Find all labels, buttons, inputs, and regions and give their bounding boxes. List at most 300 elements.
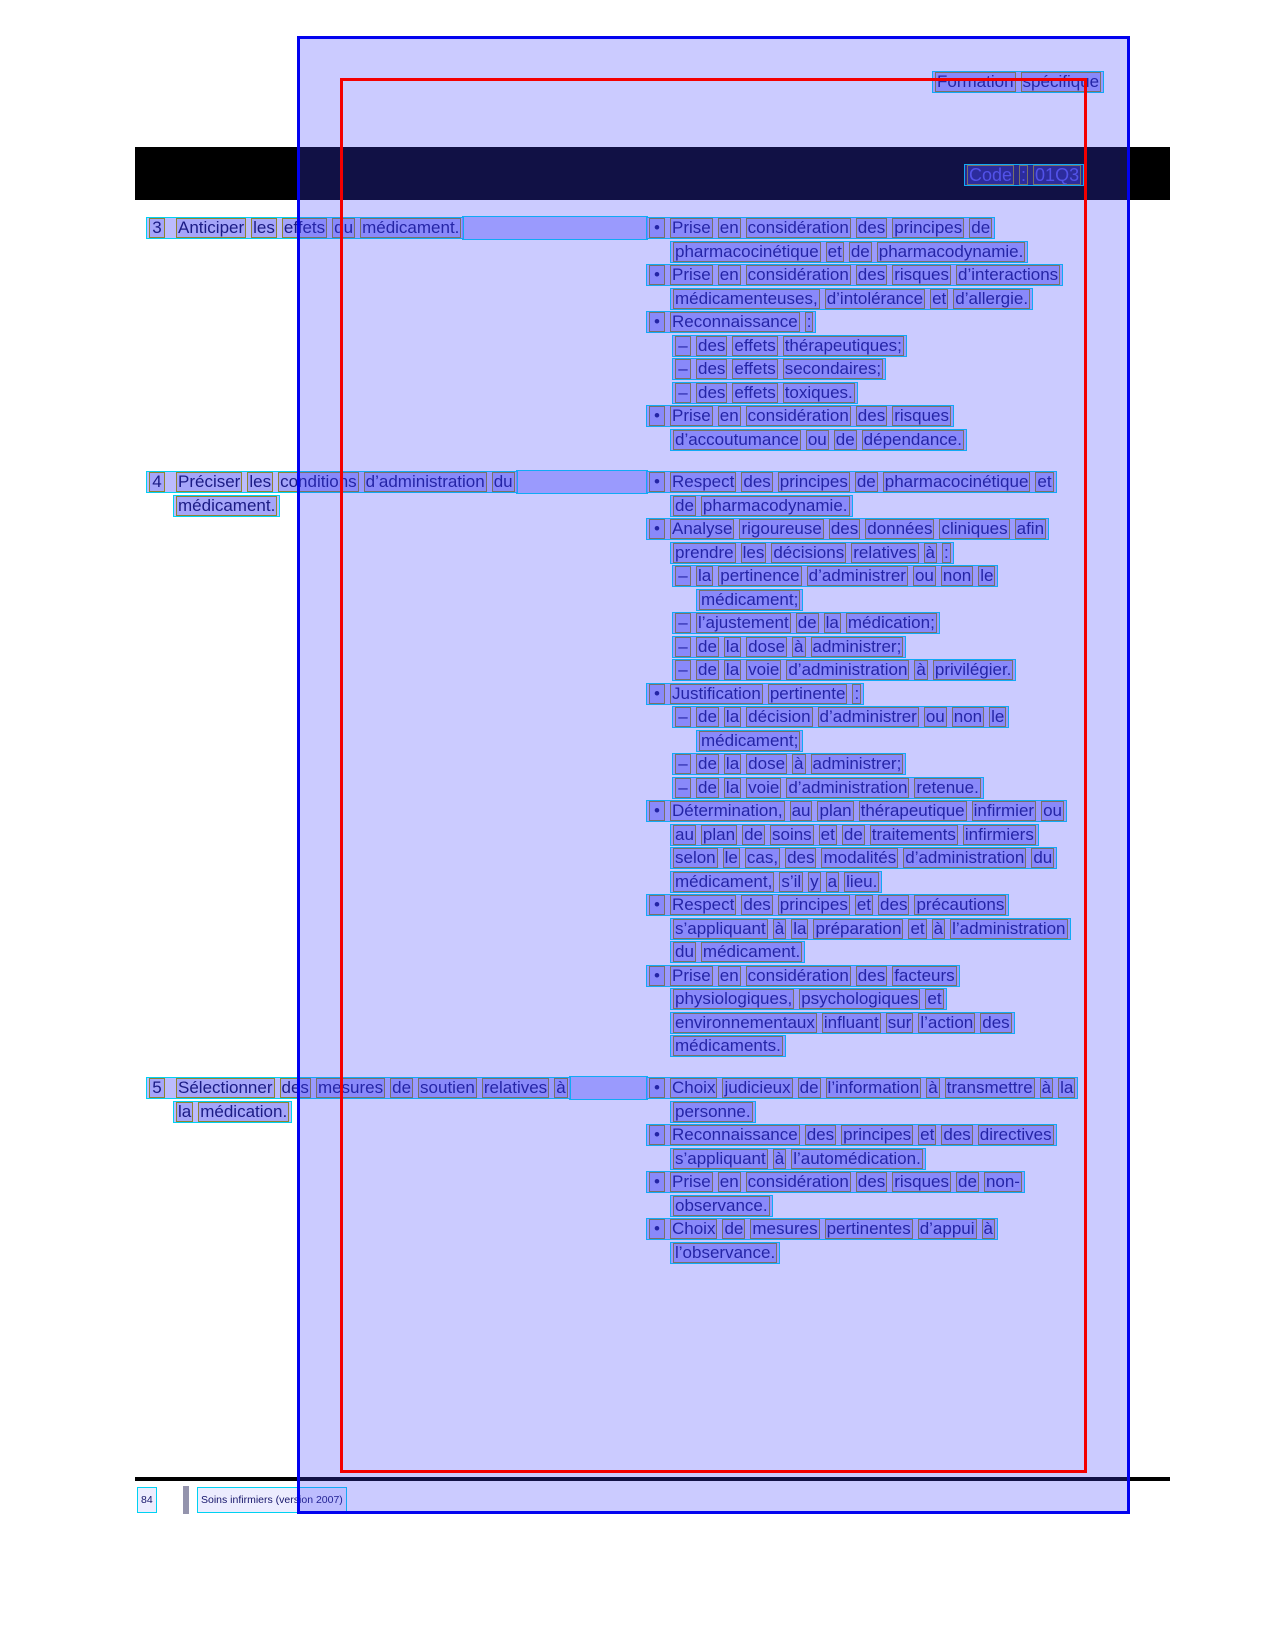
criterion-line: [670, 288, 1033, 310]
ocr-word: pharmacocinétique: [675, 241, 819, 261]
ocr-word: à: [933, 918, 944, 938]
ocr-word: cliniques: [941, 519, 1008, 538]
ocr-word: d’interactions: [958, 265, 1059, 284]
criterion-line: [670, 1035, 786, 1057]
ocr-word: la: [725, 660, 740, 679]
footer-rule: [135, 1477, 1170, 1481]
criterion-line: [672, 659, 1016, 681]
ocr-word: des: [830, 519, 859, 538]
criterion-line: [670, 1195, 773, 1217]
ocr-word: et: [920, 1125, 935, 1144]
ocr-word: infirmiers: [964, 824, 1034, 844]
bullet-icon: •: [649, 895, 665, 915]
ocr-word: retenue.: [916, 777, 979, 797]
ocr-word: des: [857, 1172, 886, 1191]
ocr-word: sur: [887, 1012, 912, 1032]
ocr-word: non-: [985, 1172, 1020, 1191]
criterion-line: [672, 706, 1009, 728]
ocr-word: de: [835, 429, 855, 449]
ocr-word: à: [774, 1148, 785, 1168]
ocr-word: le: [991, 707, 1005, 726]
ocr-word: spécifique: [1022, 72, 1100, 91]
ocr-word: la: [178, 1101, 192, 1121]
ocr-word: Code: [969, 165, 1013, 185]
ocr-word: considération: [747, 406, 849, 425]
page-number: [137, 1487, 157, 1513]
ocr-row-band: [569, 1076, 648, 1100]
ocr-word: Prise: [672, 1172, 711, 1191]
ocr-word: plan: [702, 824, 736, 844]
ocr-word: considération: [747, 965, 849, 985]
ocr-word: données: [867, 519, 933, 538]
ocr-row-band: [462, 216, 648, 240]
dash-icon: –: [675, 778, 691, 798]
ocr-word: d’appui: [919, 1219, 975, 1238]
ocr-word: d’administration: [905, 848, 1025, 867]
ocr-word: :: [1021, 165, 1027, 185]
bullet-icon: •: [649, 801, 665, 821]
ocr-word: pharmacodynamie.: [702, 495, 848, 515]
criterion-line: [646, 1077, 1078, 1099]
ocr-word: rigoureuse: [741, 519, 822, 538]
criterion-line: [672, 358, 886, 380]
ocr-word: la: [698, 566, 712, 585]
ocr-word: l’automédication.: [793, 1148, 921, 1168]
dash-icon: –: [675, 637, 691, 657]
ocr-word: préparation: [815, 918, 902, 938]
ocr-word: à: [928, 1078, 938, 1097]
ocr-word: en: [719, 406, 739, 425]
ocr-word: des: [857, 218, 886, 237]
criterion-line: [646, 405, 954, 427]
ocr-word: médicament.: [178, 495, 276, 515]
ocr-word: cas,: [746, 848, 779, 867]
ocr-word: s’appliquant: [675, 1148, 766, 1168]
dash-icon: –: [675, 754, 691, 774]
ocr-word: de: [971, 218, 991, 237]
ocr-word: médicament;: [701, 589, 799, 609]
ocr-word: des: [743, 895, 771, 914]
ocr-word: Justification: [672, 683, 761, 703]
ocr-word: la: [725, 754, 740, 773]
ocr-word: effets: [734, 382, 776, 402]
criterion-line: [670, 429, 967, 451]
ocr-word: l’ajustement: [698, 613, 789, 632]
ocr-word: du: [675, 942, 694, 961]
ocr-word: thérapeutiques;: [784, 335, 902, 355]
ocr-word: médicament,: [675, 871, 773, 891]
bullet-icon: •: [649, 966, 665, 986]
ocr-word: de: [675, 495, 694, 515]
ocr-word: Prise: [672, 406, 711, 425]
element-title-line: [173, 1101, 292, 1123]
criterion-line: [646, 965, 960, 987]
ocr-word: les: [742, 542, 765, 562]
ocr-word: de: [850, 241, 870, 261]
ocr-word: Formation: [937, 72, 1014, 91]
ocr-word: Détermination,: [672, 801, 783, 820]
code-label: [964, 164, 1084, 186]
ocr-word: transmettre: [946, 1078, 1033, 1097]
ocr-word: dépendance.: [863, 429, 962, 449]
criterion-line: [670, 241, 1028, 263]
ocr-word: judicieux: [724, 1078, 791, 1097]
ocr-word: afin: [1016, 519, 1045, 538]
ocr-word: de: [698, 636, 717, 656]
ocr-word: voie: [748, 777, 780, 797]
ocr-word: principes: [894, 218, 963, 237]
ocr-word: l’observance.: [675, 1242, 776, 1262]
page-number-text: 84: [141, 1494, 153, 1506]
ocr-word: et: [1037, 472, 1052, 491]
ocr-word: des: [698, 335, 726, 355]
ocr-word: influant: [823, 1012, 879, 1032]
ocr-word: soutien: [420, 1078, 475, 1097]
ocr-word: du: [334, 218, 354, 237]
criterion-line: [672, 335, 907, 357]
bullet-icon: •: [649, 1125, 665, 1145]
ocr-word: des: [787, 848, 815, 867]
ocr-word: à: [774, 918, 785, 938]
dash-icon: –: [675, 336, 691, 356]
criterion-line: [646, 894, 1009, 916]
ocr-word: de: [698, 754, 717, 773]
ocr-word: :: [944, 542, 949, 562]
ocr-word: de: [698, 777, 717, 797]
ocr-word: pertinente: [769, 683, 846, 703]
criterion-line: [672, 612, 940, 634]
criterion-line: [646, 1124, 1057, 1146]
ocr-word: Respect: [672, 472, 735, 491]
ocr-word: des: [281, 1078, 309, 1097]
criterion-line: [670, 941, 805, 963]
ocr-word: psychologiques: [801, 989, 919, 1008]
ocr-word: conditions: [280, 472, 357, 491]
ocr-word: effets: [283, 218, 326, 237]
ocr-word: pharmacodynamie.: [878, 241, 1024, 261]
ocr-word: médicamenteuses,: [675, 288, 818, 308]
ocr-word: :: [854, 683, 860, 703]
ocr-word: en: [719, 265, 739, 284]
ocr-word: :: [806, 312, 812, 331]
ocr-word: à: [925, 542, 935, 562]
ocr-word: Prise: [672, 218, 711, 237]
ocr-word: Choix: [672, 1078, 716, 1097]
criterion-line: [646, 800, 1067, 822]
ocr-word: au: [675, 824, 694, 844]
ocr-word: pertinentes: [826, 1219, 911, 1238]
ocr-word: et: [910, 918, 925, 938]
ocr-word: l’action: [920, 1012, 974, 1032]
ocr-word: risques: [894, 406, 950, 425]
bullet-icon: •: [649, 472, 665, 492]
ocr-word: les: [249, 472, 272, 491]
ocr-word: non: [953, 707, 983, 726]
ocr-word: d’allergie.: [955, 288, 1029, 308]
ocr-word: du: [1033, 848, 1053, 867]
ocr-word: plan: [819, 801, 852, 820]
ocr-word: à: [983, 1219, 993, 1238]
ocr-word: soins: [771, 824, 812, 844]
ocr-word: principes: [779, 895, 848, 914]
ocr-word: risques: [894, 1172, 950, 1191]
ocr-word: en: [719, 218, 739, 237]
bullet-icon: •: [649, 312, 665, 332]
ocr-word: l’information: [827, 1078, 920, 1097]
ocr-word: principes: [779, 472, 848, 491]
ocr-word: médication.: [200, 1101, 288, 1121]
ocr-word: facteurs: [894, 965, 955, 985]
ocr-word: toxiques.: [784, 382, 853, 402]
criterion-line: [670, 1242, 780, 1264]
ocr-word: Reconnaissance: [672, 312, 798, 331]
dash-icon: –: [675, 566, 691, 586]
criterion-line: [696, 589, 803, 611]
criterion-line: [646, 471, 1057, 493]
ocr-word: considération: [747, 265, 849, 284]
ocr-word: la: [1060, 1078, 1074, 1097]
dash-icon: –: [675, 660, 691, 680]
element-title-line: [146, 217, 464, 239]
element-number: 5: [149, 1078, 165, 1098]
ocr-word: relatives: [483, 1078, 548, 1097]
ocr-word: principes: [843, 1125, 912, 1144]
ocr-word: considération: [747, 218, 849, 237]
ocr-word: directives: [979, 1125, 1052, 1144]
element-number: 3: [149, 218, 165, 238]
ocr-word: à: [556, 1078, 566, 1097]
ocr-word: des: [943, 1125, 971, 1144]
ocr-word: prendre: [675, 542, 734, 562]
bullet-icon: •: [649, 1219, 665, 1239]
ocr-word: traitements: [871, 824, 956, 844]
ocr-word: infirmier: [973, 801, 1035, 820]
ocr-word: à: [794, 636, 804, 656]
ocr-word: la: [725, 777, 740, 797]
ocr-word: privilégier.: [934, 660, 1012, 679]
criterion-line: [646, 683, 864, 705]
criterion-line: [672, 636, 906, 658]
ocr-word: thérapeutique: [860, 801, 965, 820]
ocr-word: d’administration: [788, 777, 908, 797]
ocr-word: et: [827, 241, 842, 261]
criterion-line: [670, 542, 954, 564]
dash-icon: –: [675, 383, 691, 403]
dash-icon: –: [675, 613, 691, 633]
criterion-line: [670, 918, 1071, 940]
criterion-line: [670, 1012, 1015, 1034]
ocr-word: non: [942, 566, 972, 585]
ocr-word: d’intolérance: [826, 288, 924, 308]
ocr-word: des: [857, 265, 886, 284]
ocr-word: des: [982, 1012, 1010, 1032]
criterion-line: [672, 565, 998, 587]
ocr-word: l’administration: [952, 918, 1066, 938]
ocr-word: d’administrer: [819, 707, 917, 726]
ocr-word: médicament.: [702, 942, 801, 961]
ocr-word: Choix: [672, 1219, 716, 1238]
ocr-word: voie: [748, 660, 780, 679]
ocr-word: de: [724, 1219, 744, 1238]
criterion-line: [670, 1148, 926, 1170]
ocr-word: selon: [675, 848, 716, 867]
criterion-line: [646, 264, 1063, 286]
element-title-line: [173, 495, 280, 517]
ocr-word: des: [857, 406, 886, 425]
ocr-word: Analyse: [672, 519, 733, 538]
ocr-word: de: [698, 707, 717, 726]
ocr-word: physiologiques,: [675, 989, 793, 1008]
ocr-word: le: [980, 566, 994, 585]
ocr-word: des: [698, 382, 726, 402]
ocr-word: la: [793, 918, 807, 938]
ocr-word: personne.: [675, 1101, 751, 1121]
criterion-line: [646, 217, 995, 239]
ocr-word: ou: [925, 707, 945, 726]
ocr-word: 01Q3: [1035, 165, 1080, 185]
ocr-word: d’accoutumance: [675, 429, 799, 449]
footer-separator: [183, 1486, 189, 1514]
ocr-word: les: [253, 218, 275, 237]
ocr-word: de: [843, 824, 863, 844]
ocr-word: en: [719, 965, 739, 985]
ocr-word: secondaires;: [784, 359, 882, 378]
ocr-word: à: [794, 754, 804, 773]
footer-doc-title: [197, 1487, 347, 1513]
ocr-word: de: [856, 472, 876, 491]
element-title-line: [146, 471, 518, 493]
ocr-word: lieu.: [846, 871, 878, 891]
ocr-word: effets: [734, 359, 776, 378]
ocr-word: et: [927, 989, 942, 1008]
criterion-line: [646, 518, 1049, 540]
bullet-icon: •: [649, 265, 665, 285]
criterion-line: [670, 988, 947, 1010]
header-label: [932, 71, 1104, 93]
criterion-line: [672, 777, 984, 799]
ocr-word: relatives: [853, 542, 917, 562]
ocr-word: des: [806, 1125, 835, 1144]
ocr-word: décisions: [773, 542, 845, 562]
ocr-word: administrer;: [812, 754, 902, 773]
ocr-word: ou: [807, 429, 827, 449]
ocr-word: a: [827, 871, 838, 891]
ocr-word: mesures: [752, 1219, 818, 1238]
criterion-line: [670, 495, 853, 517]
ocr-word: de: [392, 1078, 412, 1097]
ocr-word: médicament;: [701, 730, 799, 750]
criterion-line: [670, 824, 1039, 846]
element-number: 4: [149, 472, 165, 492]
ocr-word: pharmacocinétique: [884, 472, 1029, 491]
criterion-line: [672, 753, 906, 775]
ocr-word: de: [958, 1172, 977, 1191]
ocr-word: des: [857, 965, 886, 985]
ocr-word: médicament.: [362, 218, 460, 237]
ocr-word: et: [856, 895, 872, 914]
criterion-line: [646, 311, 816, 333]
ocr-word: et: [820, 824, 835, 844]
ocr-word: y: [810, 871, 819, 891]
ocr-word: le: [724, 848, 738, 867]
ocr-word: médicaments.: [675, 1036, 781, 1055]
criterion-line: [696, 730, 803, 752]
dash-icon: –: [675, 707, 691, 727]
ocr-word: ou: [914, 566, 934, 585]
footer-doc-title-text: Soins infirmiers (version 2007): [201, 1494, 343, 1506]
ocr-word: d’administration: [365, 472, 485, 491]
ocr-word: Prise: [672, 265, 711, 284]
ocr-word: du: [493, 472, 513, 491]
criterion-line: [672, 382, 858, 404]
ocr-word: Sélectionner: [178, 1078, 273, 1097]
ocr-word: effets: [734, 335, 776, 355]
bullet-icon: •: [649, 519, 665, 539]
ocr-word: modalités: [823, 848, 897, 867]
bullet-icon: •: [649, 1078, 665, 1098]
ocr-word: risques: [894, 265, 950, 284]
ocr-word: dose: [748, 636, 786, 656]
ocr-word: mesures: [317, 1078, 384, 1097]
bullet-icon: •: [649, 406, 665, 426]
ocr-word: environnementaux: [675, 1012, 815, 1032]
ocr-word: dose: [748, 754, 786, 773]
criterion-line: [670, 871, 882, 893]
ocr-word: en: [719, 1172, 739, 1191]
ocr-word: la: [825, 613, 839, 632]
ocr-word: précautions: [916, 895, 1005, 914]
ocr-word: d’administrer: [808, 566, 906, 585]
ocr-row-band: [516, 470, 648, 494]
ocr-word: Anticiper: [178, 218, 245, 237]
ocr-word: ou: [1043, 801, 1062, 820]
ocr-word: observance.: [675, 1195, 768, 1215]
ocr-word: s’il: [781, 871, 802, 891]
ocr-word: la: [725, 636, 740, 656]
bullet-icon: •: [649, 1172, 665, 1192]
ocr-word: de: [744, 824, 763, 844]
ocr-word: d’administration: [788, 660, 908, 679]
ocr-word: des: [698, 359, 726, 378]
criterion-line: [646, 1218, 998, 1240]
ocr-word: à: [1041, 1078, 1052, 1097]
ocr-word: administrer;: [812, 636, 902, 656]
ocr-word: de: [797, 613, 817, 632]
ocr-word: pertinence: [720, 566, 800, 585]
ocr-word: Préciser: [178, 472, 241, 491]
ocr-word: considération: [747, 1172, 849, 1191]
ocr-word: Reconnaissance: [672, 1125, 798, 1144]
bullet-icon: •: [649, 218, 665, 238]
ocr-word: médication;: [847, 613, 935, 632]
ocr-word: à: [916, 660, 926, 679]
criterion-line: [646, 1171, 1025, 1193]
ocr-word: de: [799, 1078, 819, 1097]
bullet-icon: •: [649, 684, 665, 704]
element-title-line: [146, 1077, 571, 1099]
criterion-line: [670, 847, 1057, 869]
ocr-word: la: [725, 707, 740, 726]
ocr-word: Respect: [672, 895, 735, 914]
criterion-line: [670, 1101, 756, 1123]
ocr-word: des: [880, 895, 908, 914]
ocr-word: s’appliquant: [675, 918, 766, 938]
ocr-word: et: [932, 288, 947, 308]
ocr-word: décision: [748, 707, 811, 726]
dash-icon: –: [675, 359, 691, 379]
ocr-word: Prise: [672, 965, 711, 985]
ocr-word: des: [743, 472, 771, 491]
